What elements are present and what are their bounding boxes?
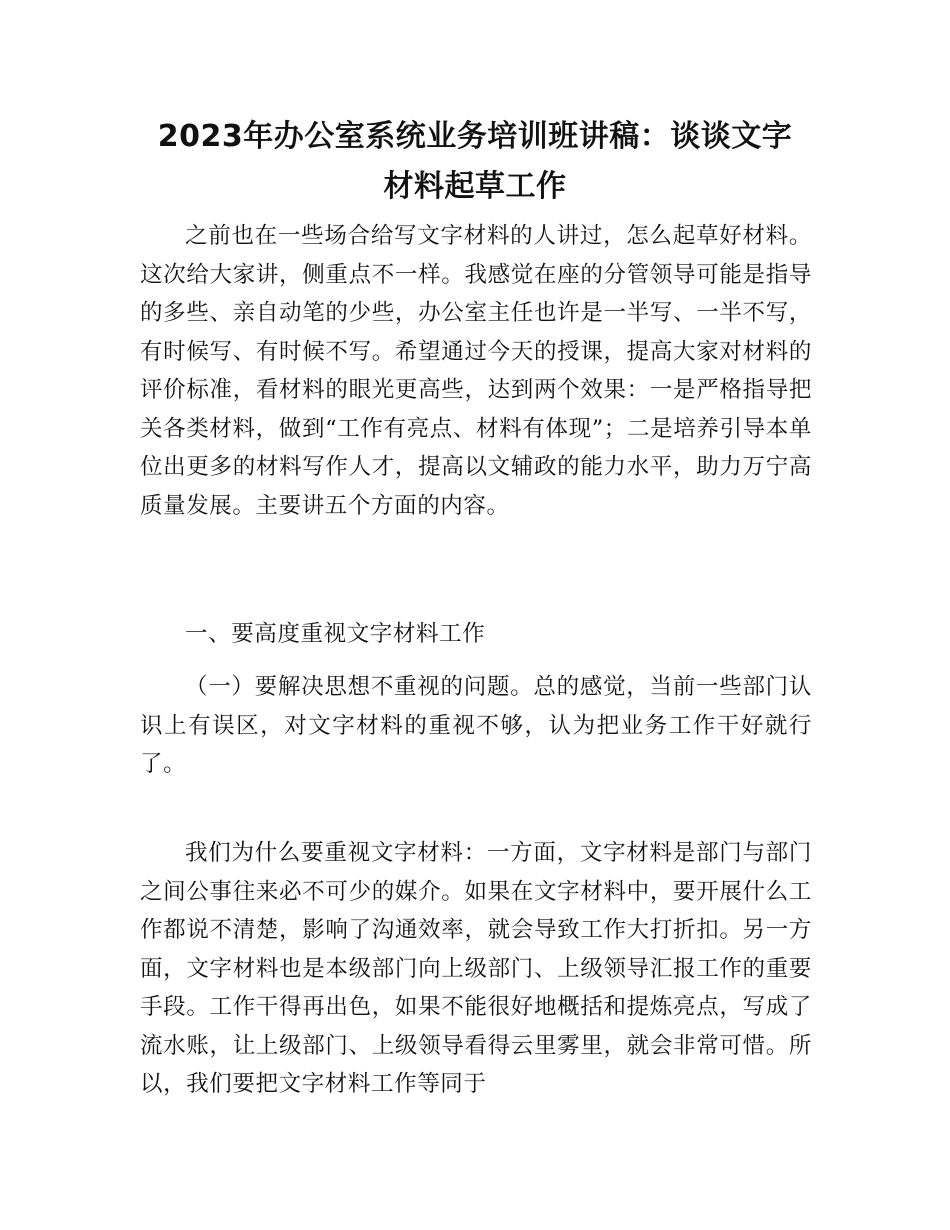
document-title — [120, 112, 830, 212]
body-paragraph-importance: 我们为什么要重视文字材料：一方面，文字材料是部门与部门之间公事往来必不可少的媒介。如果在文字材料中，要开展什么工作都说不清楚，影响了沟通效率，就会导致工作大打折扣。另一方面，文字材料也是本级部门向上级部门、上级领导汇报工作的重要手段。工作干得再出色，如果不能很好地概括和提炼亮点，写成了流水账，让上级部门、上级领导看得云里雾里，就会非常可惜。所以，我们要把文字材料工作等同于 — [140, 840, 812, 1097]
intro-paragraph: 之前也在一些场合给写文字材料的人讲过，怎么起草好材料。这次给大家讲，侧重点不一样。我感觉在座的分管领导可能是指导的多些、亲自动笔的少些，办公室主任也许是一半写、一半不写，有时候写、有时候不写。希望通过今天的授课，提高大家对材料的评价标准，看材料的眼光更高些，达到两个效果：一是严格指导把关各类材料，做到“工作有亮点、材料有体现”；二是培养引导本单位出更多的材料写作人才，提高以文辅政的能力水平，助力万宁高质量发展。主要讲五个方面的内容。 — [140, 223, 812, 519]
section-heading-1: 一、要高度重视文字材料工作 — [185, 621, 486, 647]
document-title-line-1: 2023年办公室系统业务培训班讲稿：谈谈文字 — [157, 119, 793, 154]
document-title-line-2: 材料起草工作 — [383, 169, 567, 204]
subsection-paragraph-1: （一）要解决思想不重视的问题。总的感觉，当前一些部门认识上有误区，对文字材料的重视不够，认为把业务工作干好就行了。 — [140, 674, 812, 777]
